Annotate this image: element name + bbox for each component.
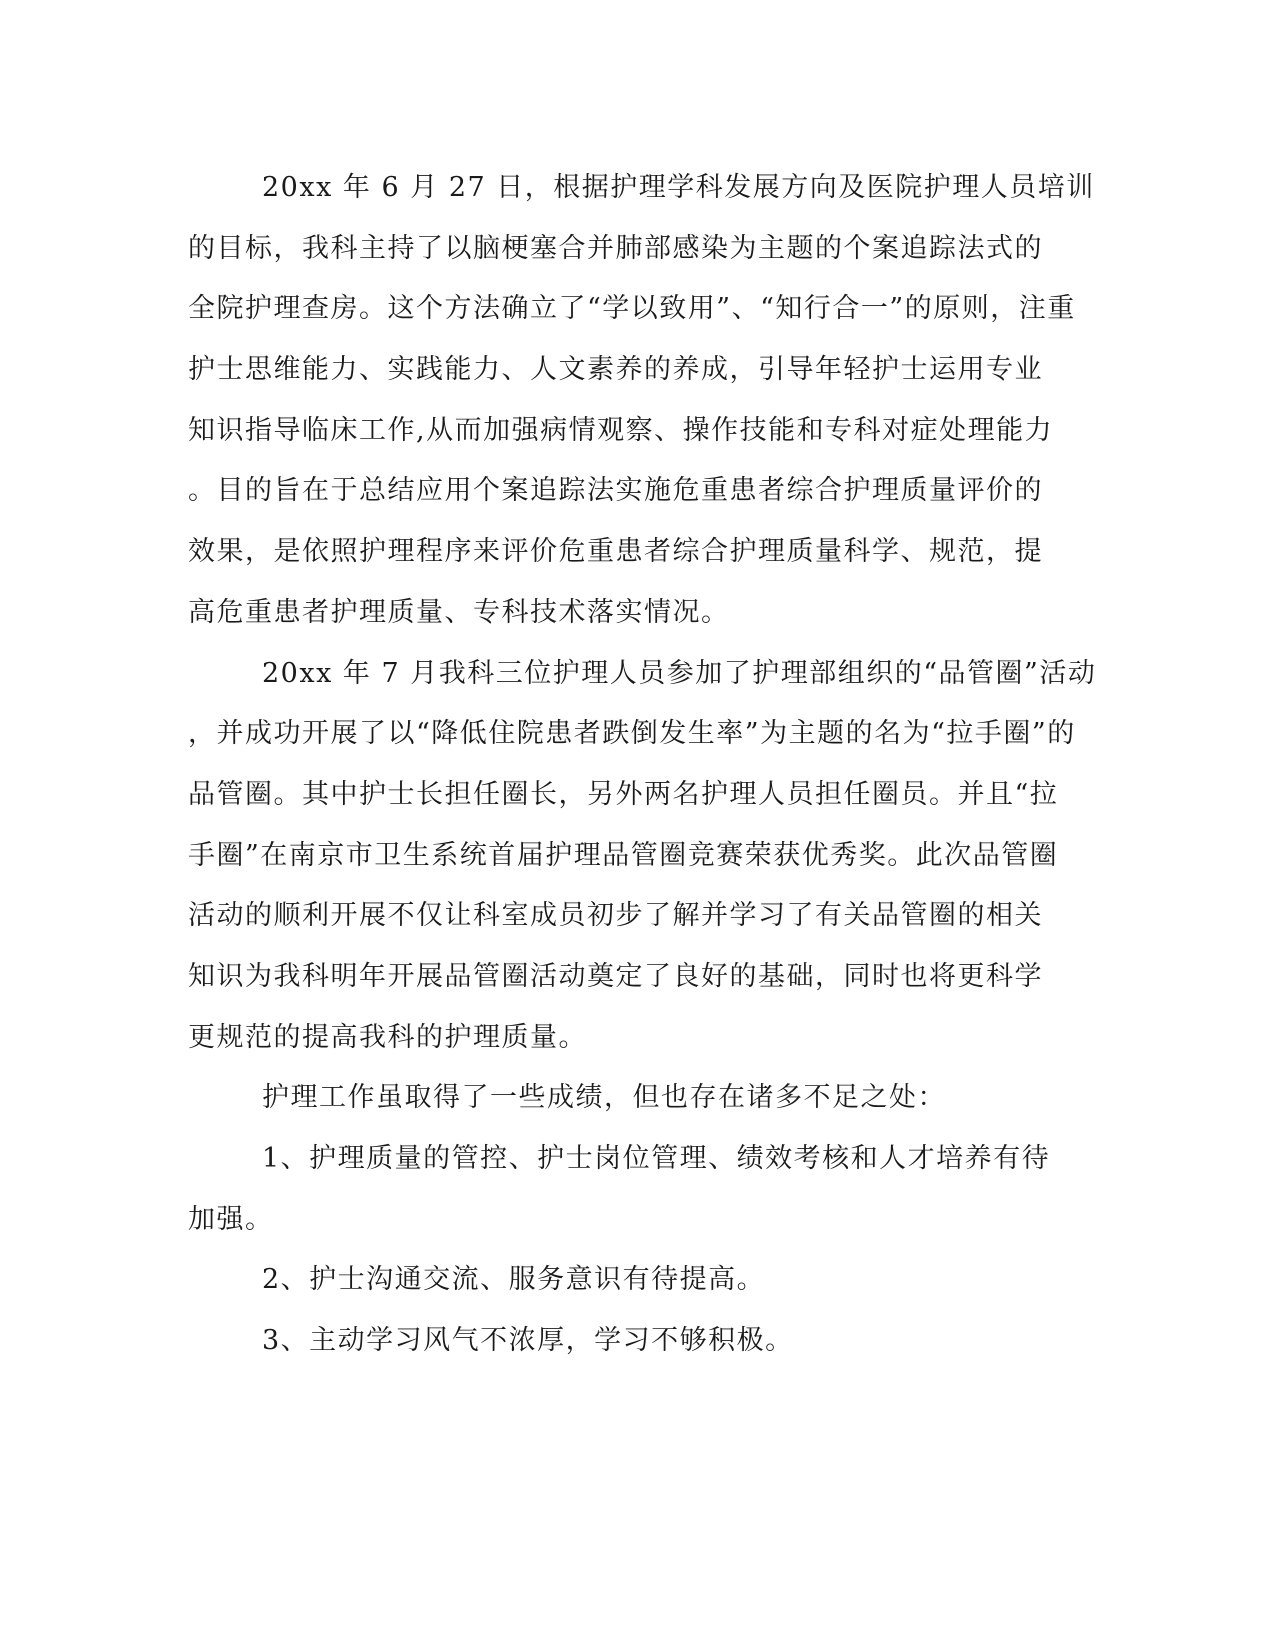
paragraph-line: 知识指导临床工作,从而加强病情观察、操作技能和专科对症处理能力 — [188, 414, 1054, 446]
paragraph-line: 护士思维能力、实践能力、人文素养的养成，引导年轻护士运用专业 — [188, 354, 1043, 386]
paragraph-line: 20xx 年 6 月 27 日，根据护理学科发展方向及医院护理人员培训 — [262, 172, 1095, 203]
paragraph-line: 。目的旨在于总结应用个案追踪法实施危重患者综合护理质量评价的 — [188, 475, 1043, 507]
paragraph-case-tracking-rounds — [188, 158, 1095, 644]
paragraph-line: 知识为我科明年开展品管圈活动奠定了良好的基础，同时也将更科学 — [188, 960, 1043, 992]
paragraph-line: 20xx 年 7 月我科三位护理人员参加了护理部组织的“品管圈”活动 — [262, 657, 1097, 689]
paragraph-quality-circle — [188, 644, 1097, 1069]
list-item-line: 3、主动学习风气不浓厚，学习不够积极。 — [262, 1325, 794, 1357]
paragraph-line: 手圈”在南京市卫生系统首届护理品管圈竞赛荣获优秀奖。此次品管圈 — [188, 839, 1059, 871]
document-body — [188, 158, 1097, 1372]
paragraph-line: 效果，是依照护理程序来评价危重患者综合护理质量科学、规范，提 — [188, 536, 1043, 568]
paragraph-shortcomings-intro — [188, 1068, 1068, 1129]
list-item-1 — [188, 1129, 1068, 1250]
paragraph-line: 全院护理查房。这个方法确立了“学以致用”、“知行合一”的原则，注重 — [188, 293, 1076, 325]
paragraph-line: 护理工作虽取得了一些成绩，但也存在诸多不足之处： — [262, 1082, 946, 1114]
paragraph-line: 品管圈。其中护士长担任圈长，另外两名护理人员担任圈员。并且“拉 — [188, 778, 1059, 810]
list-item-line: 加强。 — [188, 1203, 274, 1235]
paragraph-line: 的目标，我科主持了以脑梗塞合并肺部感染为主题的个案追踪法式的 — [188, 232, 1043, 264]
paragraph-line: 更规范的提高我科的护理质量。 — [188, 1021, 587, 1053]
list-item-2 — [188, 1250, 1068, 1311]
paragraph-line: 活动的顺利开展不仅让科室成员初步了解并学习了有关品管圈的相关 — [188, 900, 1043, 932]
list-item-line: 2、护士沟通交流、服务意识有待提高。 — [262, 1264, 766, 1296]
list-item-3 — [188, 1311, 1068, 1372]
paragraph-line: ，并成功开展了以“降低住院患者跌倒发生率”为主题的名为“拉手圈”的 — [188, 718, 1076, 750]
paragraph-line: 高危重患者护理质量、专科技术落实情况。 — [188, 596, 730, 628]
list-item-line: 1、护理质量的管控、护士岗位管理、绩效考核和人才培养有待 — [262, 1143, 1051, 1174]
